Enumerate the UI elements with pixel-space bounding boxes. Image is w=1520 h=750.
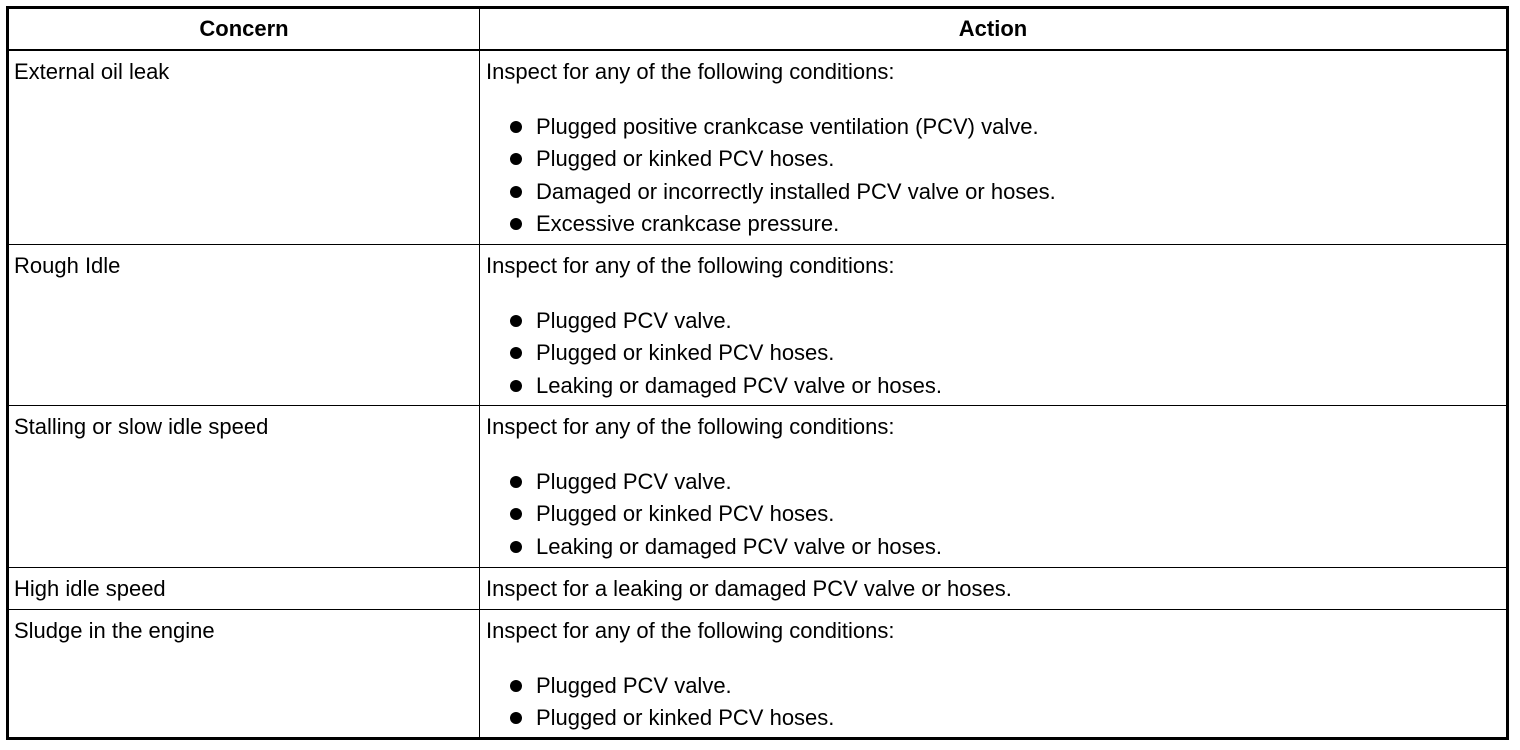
bullet-dot-icon <box>510 541 522 553</box>
action-cell <box>480 406 1508 568</box>
condition-list <box>486 111 1506 241</box>
bullet-dot-icon <box>510 121 522 133</box>
condition-item <box>510 531 1506 564</box>
action-intro: Inspect for any of the following conditions: <box>486 414 895 439</box>
action-intro: Inspect for a leaking or damaged PCV valve or hoses. <box>486 576 1012 601</box>
table-row <box>8 406 1508 568</box>
condition-item <box>510 498 1506 531</box>
table-row <box>8 568 1508 610</box>
concern-cell: Sludge in the engine <box>8 610 480 739</box>
bullet-dot-icon <box>510 680 522 692</box>
concern-cell: High idle speed <box>8 568 480 610</box>
condition-text: Plugged or kinked PCV hoses. <box>536 705 835 730</box>
header-action: Action <box>480 8 1508 51</box>
condition-list <box>486 466 1506 564</box>
condition-text: Plugged PCV valve. <box>536 672 732 698</box>
condition-list <box>486 305 1506 403</box>
table-row <box>8 610 1508 739</box>
condition-text: Leaking or damaged PCV valve or hoses. <box>536 372 943 398</box>
bullet-dot-icon <box>510 186 522 198</box>
bullet-dot-icon <box>510 476 522 488</box>
condition-text: Damaged or incorrectly installed PCV valve or hoses. <box>536 178 1056 204</box>
condition-text: Plugged or kinked PCV hoses. <box>536 501 835 526</box>
condition-item <box>510 370 1506 403</box>
bullet-dot-icon <box>510 153 522 165</box>
concern-cell: External oil leak <box>8 50 480 245</box>
condition-item <box>510 111 1506 144</box>
condition-item <box>510 305 1506 338</box>
condition-text: Plugged or kinked PCV hoses. <box>536 146 835 171</box>
action-cell <box>480 245 1508 406</box>
condition-item <box>510 143 1506 176</box>
action-intro: Inspect for any of the following conditions: <box>486 618 895 643</box>
action-cell <box>480 568 1508 610</box>
condition-item <box>510 702 1506 735</box>
bullet-dot-icon <box>510 347 522 359</box>
condition-text: Excessive crankcase pressure. <box>536 211 840 236</box>
concern-cell: Stalling or slow idle speed <box>8 406 480 568</box>
table-row <box>8 50 1508 245</box>
condition-item <box>510 337 1506 370</box>
bullet-dot-icon <box>510 315 522 327</box>
condition-text: Plugged positive crankcase ventilation (PCV) valve. <box>536 113 1039 139</box>
table-row <box>8 245 1508 406</box>
condition-item <box>510 176 1506 209</box>
condition-list <box>486 670 1506 735</box>
bullet-dot-icon <box>510 712 522 724</box>
concern-cell: Rough Idle <box>8 245 480 406</box>
header-concern: Concern <box>8 8 480 51</box>
condition-text: Plugged or kinked PCV hoses. <box>536 340 835 365</box>
condition-text: Plugged PCV valve. <box>536 468 732 494</box>
condition-item <box>510 466 1506 499</box>
bullet-dot-icon <box>510 218 522 230</box>
action-cell <box>480 50 1508 245</box>
condition-item <box>510 670 1506 703</box>
bullet-dot-icon <box>510 380 522 392</box>
condition-text: Plugged PCV valve. <box>536 307 732 333</box>
condition-text: Leaking or damaged PCV valve or hoses. <box>536 533 943 559</box>
diagnosis-table <box>6 6 1509 740</box>
condition-item <box>510 208 1506 241</box>
action-cell <box>480 610 1508 739</box>
action-intro: Inspect for any of the following conditions: <box>486 59 895 84</box>
action-intro: Inspect for any of the following conditions: <box>486 253 895 278</box>
bullet-dot-icon <box>510 508 522 520</box>
header-row <box>8 8 1508 51</box>
